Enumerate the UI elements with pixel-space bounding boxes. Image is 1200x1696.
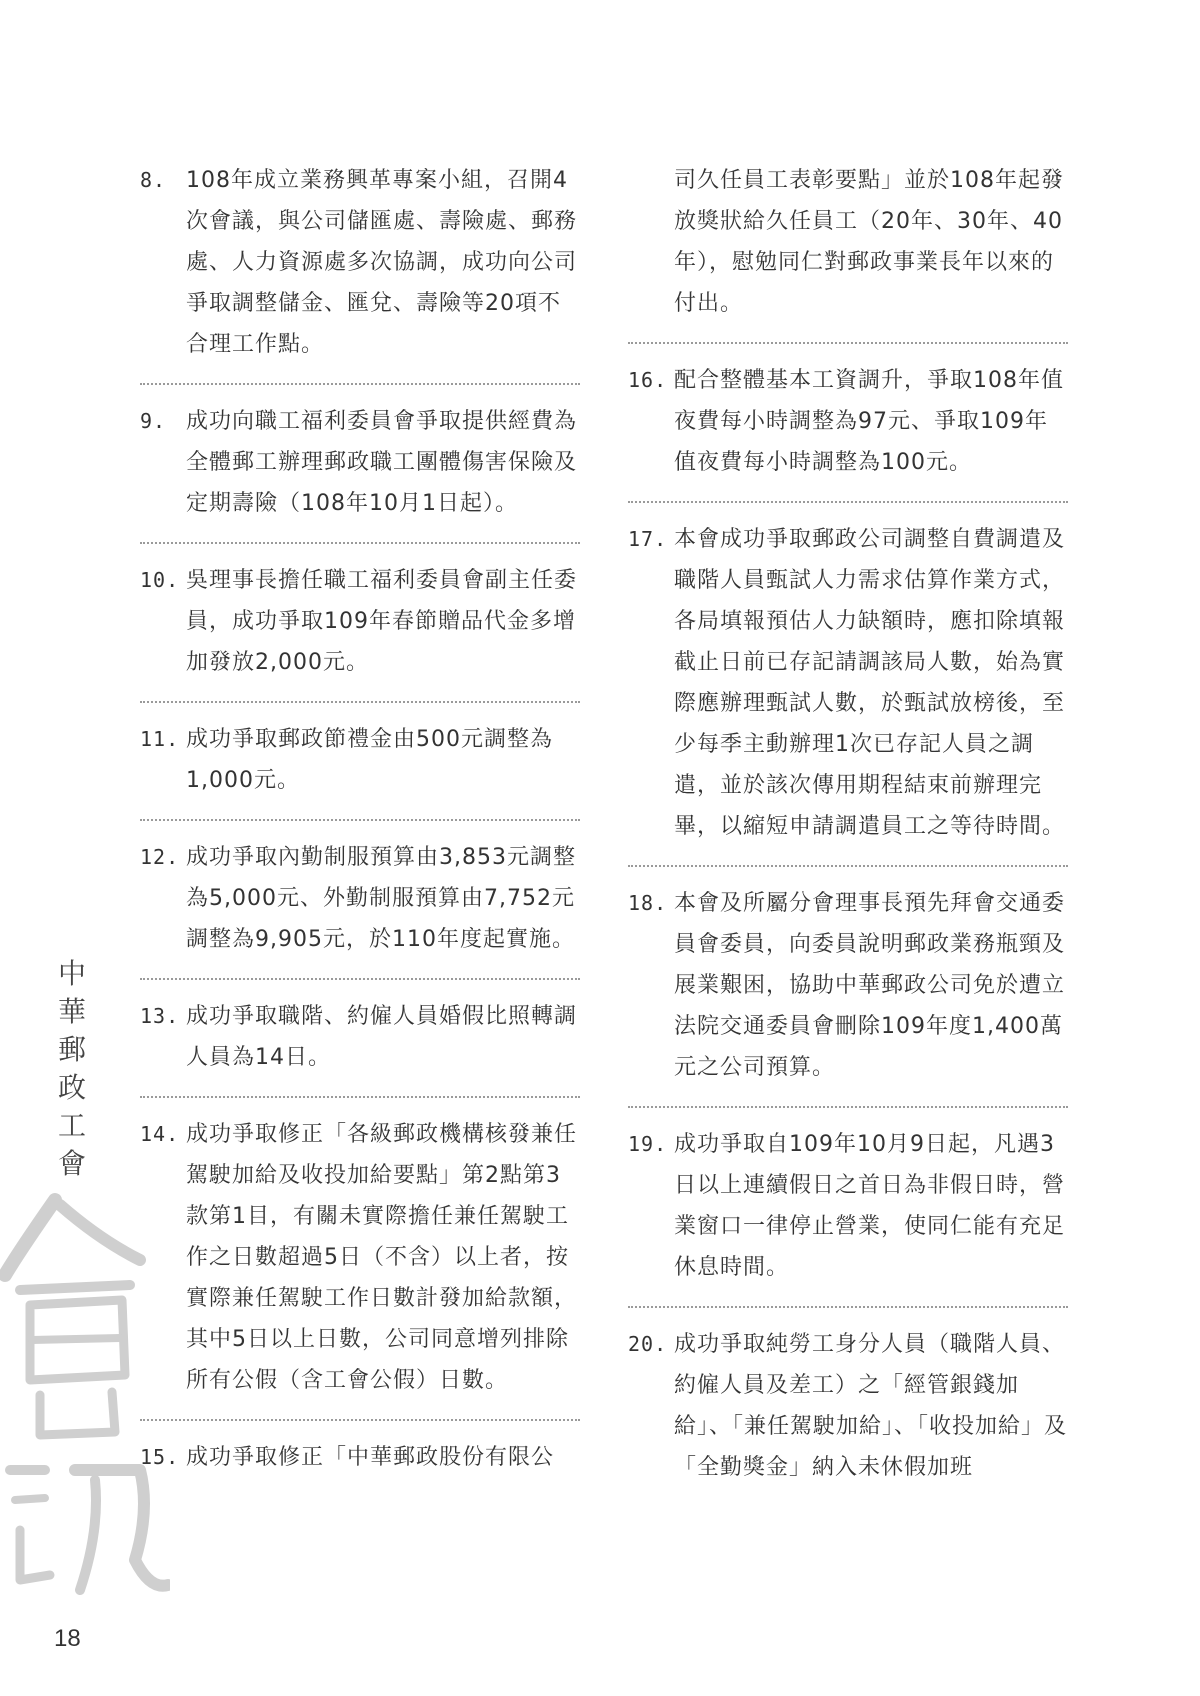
item-text: 成功爭取純勞工身分人員（職階人員、約僱人員及差工）之「經管銀錢加給」、「兼任駕駛加給」、「收投加給」及「全勤獎金」納入未休假加班 <box>674 1332 1068 1480</box>
dotted-divider <box>628 342 1068 344</box>
item-text: 吳理事長擔任職工福利委員會副主任委員，成功爭取109年春節贈品代金多增加發放2,000元。 <box>186 568 578 675</box>
item-text: 本會成功爭取郵政公司調整自費調遣及職階人員甄試人力需求估算作業方式，各局填報預估人力缺額時，應扣除填報截止日前已存記請調該局人數，始為實際應辦理甄試人數，於甄試放榜後，至少每季主動辦理1次已存記人員之調遣，並於該次傳用期程結束前辦理完畢，以縮短申請調遣員工之等待時間。 <box>674 527 1066 839</box>
title-char: 郵 <box>57 1033 86 1066</box>
item-text: 成功爭取修正「中華郵政股份有限公 <box>186 1445 555 1470</box>
item-number: 16. <box>628 368 668 392</box>
list-item <box>140 560 580 683</box>
item-number: 10. <box>140 568 180 592</box>
item-number: 15. <box>140 1445 180 1469</box>
dotted-divider <box>628 865 1068 867</box>
item-number: 13. <box>140 1004 180 1028</box>
list-item <box>628 1124 1068 1288</box>
item-number: 17. <box>628 527 668 551</box>
page-number: 18 <box>54 1625 81 1652</box>
list-item <box>140 719 580 801</box>
calligraphy-watermark <box>0 1180 170 1610</box>
dotted-divider <box>140 542 580 544</box>
list-item <box>628 519 1068 847</box>
list-item <box>628 360 1068 483</box>
item-number: 20. <box>628 1332 668 1356</box>
title-char: 會 <box>57 1147 86 1180</box>
title-char: 中 <box>57 957 86 990</box>
list-item <box>628 1324 1068 1488</box>
list-item <box>628 883 1068 1088</box>
dotted-divider <box>628 501 1068 503</box>
item-number: 14. <box>140 1122 180 1146</box>
list-item <box>140 401 580 524</box>
item-number: 18. <box>628 891 668 915</box>
dotted-divider <box>140 1096 580 1098</box>
title-char: 華 <box>57 995 86 1028</box>
item-number: 9. <box>140 409 167 433</box>
right-column <box>628 160 1068 1488</box>
item-text: 成功爭取職階、約僱人員婚假比照轉調人員為14日。 <box>186 1004 578 1070</box>
list-item <box>140 996 580 1078</box>
item-text: 司久任員工表彰要點」並於108年起發放獎狀給久任員工（20年、30年、40年），慰勉同仁對郵政事業長年以來的付出。 <box>674 168 1064 316</box>
item-text: 成功向職工福利委員會爭取提供經費為全體郵工辦理郵政職工團體傷害保險及定期壽險（108年10月1日起）。 <box>186 409 578 516</box>
dotted-divider <box>140 978 580 980</box>
title-char: 工 <box>57 1109 86 1142</box>
dotted-divider <box>140 383 580 385</box>
item-number: 19. <box>628 1132 668 1156</box>
item-number: 12. <box>140 845 180 869</box>
dotted-divider <box>628 1306 1068 1308</box>
item-text: 成功爭取自109年10月9日起，凡遇3日以上連續假日之首日為非假日時，營業窗口一律停止營業，使同仁能有充足休息時間。 <box>674 1132 1066 1280</box>
dotted-divider <box>140 1419 580 1421</box>
item-text: 108年成立業務興革專案小組，召開4次會議，與公司儲匯處、壽險處、郵務處、人力資源處多次協調，成功向公司爭取調整儲金、匯兌、壽險等20項不合理工作點。 <box>186 168 578 357</box>
left-column <box>140 160 580 1478</box>
list-item <box>140 1437 580 1478</box>
dotted-divider <box>628 1106 1068 1108</box>
title-char: 政 <box>57 1071 86 1104</box>
item-number: 8. <box>140 168 167 192</box>
item-number: 11. <box>140 727 180 751</box>
item-text: 成功爭取內勤制服預算由3,853元調整為5,000元、外勤制服預算由7,752元調整為9,905元，於110年度起實施。 <box>186 845 576 952</box>
dotted-divider <box>140 701 580 703</box>
list-item-continued <box>628 160 1068 324</box>
list-item <box>140 837 580 960</box>
list-item <box>140 160 580 365</box>
item-text: 成功爭取郵政節禮金由500元調整為1,000元。 <box>186 727 553 793</box>
item-text: 本會及所屬分會理事長預先拜會交通委員會委員，向委員說明郵政業務瓶頸及展業艱困，協助中華郵政公司免於遭立法院交通委員會刪除109年度1,400萬元之公司預算。 <box>674 891 1066 1080</box>
vertical-title <box>52 955 92 1183</box>
list-item <box>140 1114 580 1401</box>
dotted-divider <box>140 819 580 821</box>
item-text: 成功爭取修正「各級郵政機構核發兼任駕駛加給及收投加給要點」第2點第3款第1目，有關未實際擔任兼任駕駛工作之日數超過5日（不含）以上者，按實際兼任駕駛工作日數計發加給款額，其中5日以上日數，公司同意增列排除所有公假（含工會公假）日數。 <box>186 1122 578 1393</box>
item-text: 配合整體基本工資調升，爭取108年值夜費每小時調整為97元、爭取109年值夜費每小時調整為100元。 <box>674 368 1064 475</box>
